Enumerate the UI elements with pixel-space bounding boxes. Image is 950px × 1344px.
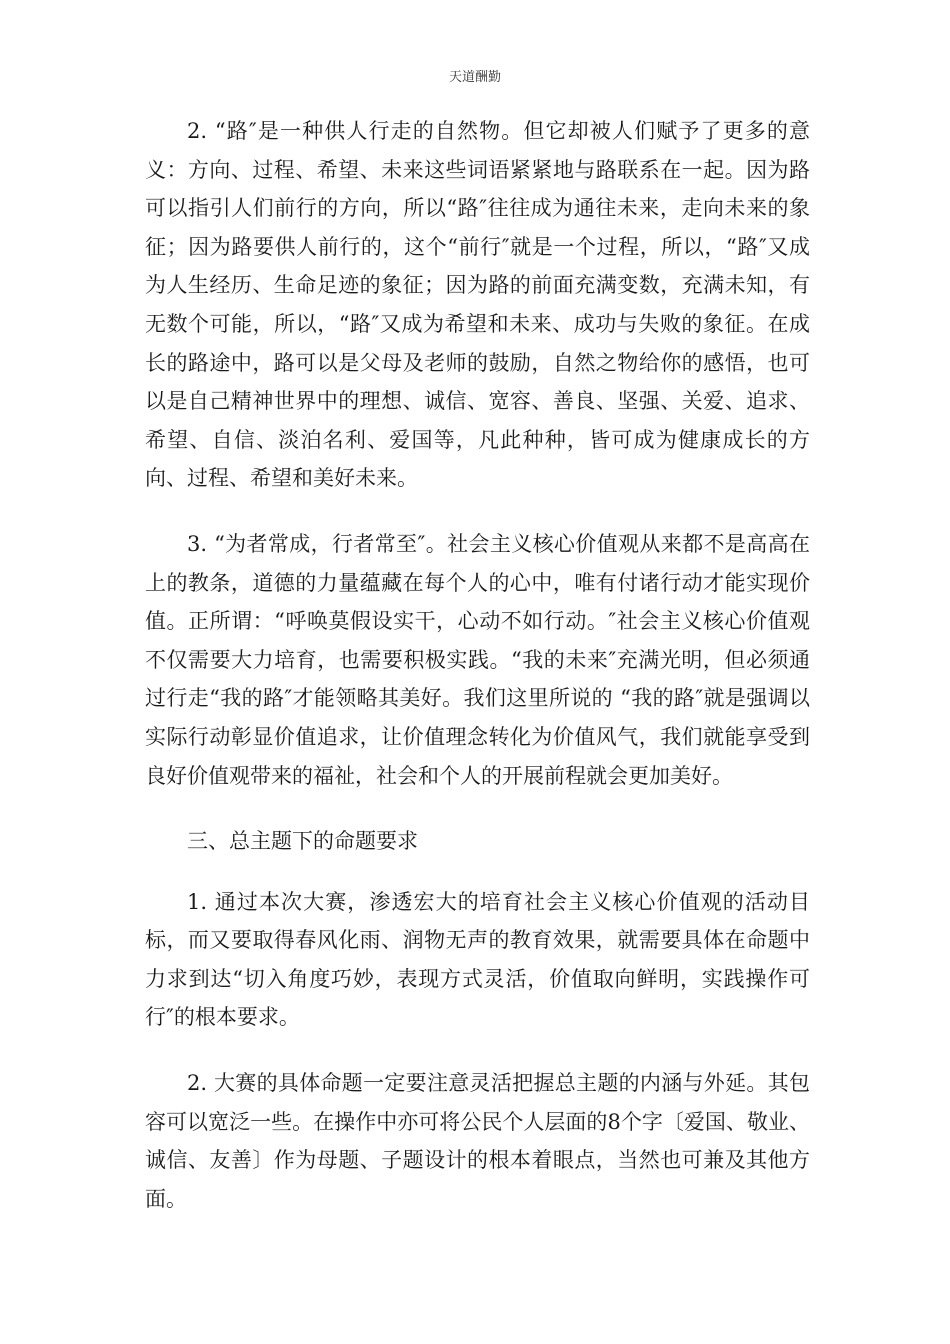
paragraph-action: 3. “为者常成，行者常至″。社会主义核心价值观从来都不是高高在上的教条，道德的力量蕴藏在每个人的心中，唯有付诸行动才能实现价值。正所谓：“呼唤莫假设实干，心动不如行动。″社会主义核心价值观不仅需要大力培育，也需要积极实践。“我的未来″充满光明，但必须通过行走“我的路″才能领略其美好。我们这里所说的 “我的路″就是强调以实际行动彰显价值追求，让价值理念转化为价值风气，我们就能享受到良好价值观带来的福祉，社会和个人的开展前程就会更加美好。 [145, 531, 810, 788]
section-heading: 三、总主题下的命题要求 [187, 829, 418, 854]
page-header: 天道酬勤 [448, 70, 501, 85]
paragraph-requirement-2: 2. 大赛的具体命题一定要注意灵活把握总主题的内涵与外延。其包容可以宽泛一些。在操作中亦可将公民个人层面的8个字〔爱国、敬业、诚信、友善〕作为母题、子题设计的根本着眼点，当然也可兼及其他方面。 [145, 1071, 810, 1211]
paragraph-road-meaning: 2. “路″是一种供人行走的自然物。但它却被人们赋予了更多的意义：方向、过程、希望、未来这些词语紧紧地与路联系在一起。因为路可以指引人们前行的方向，所以“路″往往成为通往未来，走向未来的象征；因为路要供人前行的，这个“前行″就是一个过程，所以，“路″又成为人生经历、生命足迹的象征；因为路的前面充满变数，充满未知，有无数个可能，所以，“路″又成为希望和未来、成功与失败的象征。在成长的路途中，路可以是父母及老师的鼓励，自然之物给你的感悟，也可以是自己精神世界中的理想、诚信、宽容、善良、坚强、关爱、追求、希望、自信、淡泊名利、爱国等，凡此种种，皆可成为健康成长的方向、过程、希望和美好未来。 [145, 119, 810, 491]
paragraph-requirement-1: 1. 通过本次大赛，渗透宏大的培育社会主义核心价值观的活动目标，而又要取得春风化雨、润物无声的教育效果，就需要具体在命题中力求到达“切入角度巧妙，表现方式灵活，价值取向鲜明，实践操作可行″的根本要求。 [145, 889, 810, 1030]
document-body [145, 112, 810, 1245]
